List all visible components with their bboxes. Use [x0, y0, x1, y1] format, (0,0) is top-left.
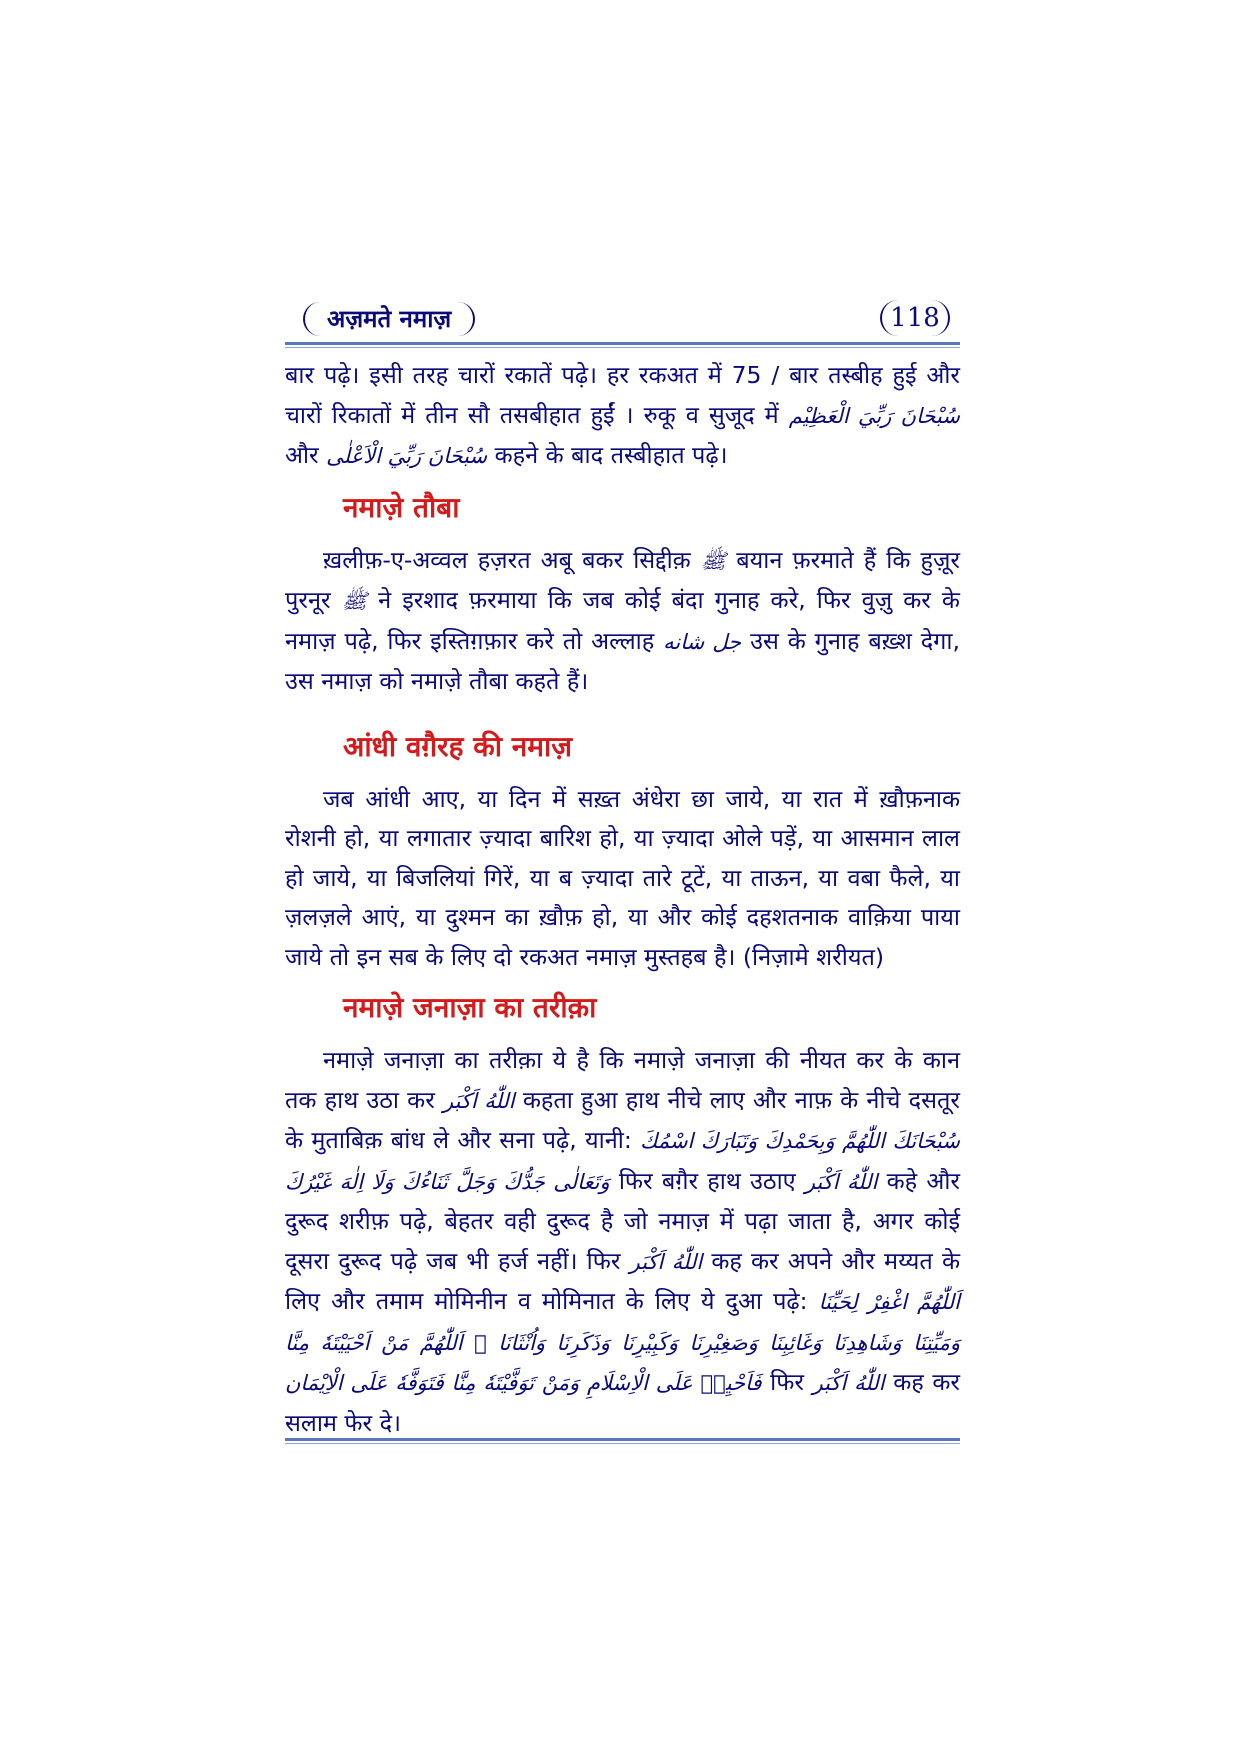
page [285, 296, 960, 1443]
paragraph-janaza: नमाज़े जनाज़ा का तरीक़ा ये है कि नमाज़े जनाज़ा की नीयत कर के कान तक हाथ उठा कर اللّٰهُ اَكْبَر कहता हुआ हाथ नीचे लाए और नाफ़ के नीचे दसतूर के मुताबिक़ बांध ले और सना पढ़े, यानी: سُبْحَانَكَ اللّٰهُمَّ وَبِحَمْدِكَ وَتَبَارَكَ اسْمُكَ وَتَعَالٰى جَدُّكَ وَجَلَّ ثَنَاءُكَ وَلَا اِلٰهَ غَيْرُكَ फिर बग़ैर हाथ उठाए اللّٰهُ اَكْبَر कहे और दुरूद शरीफ़ पढ़े, बेहतर वही दुरूद है जो नमाज़ में पढ़ा जाता है, अगर कोई दूसरा दुरूद पढ़े जब भी हर्ज नहीं। फिर اللّٰهُ اَكْبَر कह कर अपने और मय्यत के लिए और तमाम मोमिनीन व मोमिनात के लिए ये दुआ पढ़े: اَللّٰهُمَّ اغْفِرْ لِحَيِّنَا وَمَيِّتِنَا وَشَاهِدِنَا وَغَائِبِنَا وَصَغِيْرِنَا وَكَبِيْرِنَا وَذَكَرِنَا وَاُنْثَانَا ۔ اَللّٰهُمَّ مَنْ اَحْيَيْتَهٗ مِنَّا فَاَحْيِهٖ عَلَى الْاِسْلَامِ وَمَنْ تَوَفَّيْتَهٗ مِنَّا فَتَوَفَّهٗ عَلَى الْاِيْمَان फिर اللّٰهُ اَكْبَر कह कर सलाम फेर दे। [285, 1046, 961, 1437]
header-rule-thin [285, 347, 960, 348]
book-title: अज़मते नमाज़ [303, 302, 475, 336]
arabic-phrase: اللّٰهُ اَكْبَر [629, 1249, 703, 1274]
arabic-phrase: سُبْحَانَ رَبِّيَ الْاَعْلٰى [326, 444, 488, 468]
arabic-sana: سُبْحَانَكَ اللّٰهُمَّ وَبِحَمْدِكَ وَتَبَارَكَ اسْمُكَ وَتَعَالٰى جَدُّكَ وَجَلَّ ثَنَاءُكَ وَلَا اِلٰهَ غَيْرُكَ [285, 1129, 960, 1194]
arabic-phrase: اللّٰهُ اَكْبَر [804, 1169, 878, 1194]
arabic-dua: اَللّٰهُمَّ اغْفِرْ لِحَيِّنَا وَمَيِّتِنَا وَشَاهِدِنَا وَغَائِبِنَا وَصَغِيْرِنَا وَكَبِيْرِنَا وَذَكَرِنَا وَاُنْثَانَا ۔ اَللّٰهُمَّ مَنْ اَحْيَيْتَهٗ مِنَّا فَاَحْيِهٖ عَلَى الْاِسْلَامِ وَمَنْ تَوَفَّيْتَهٗ مِنَّا فَتَوَفَّهٗ عَلَى الْاِيْمَان [285, 1290, 960, 1395]
paragraph-tasbih-end: बार पढ़े। इसी तरह चारों रकातें पढ़े। हर रकअत में 75 / बार तस्बीह हुई और चारों रिकातों में तीन सौ तसबीहात हुईं । रुकू व सुजूद में سُبْحَانَ رَبِّيَ الْعَظِيْم और سُبْحَانَ رَبِّيَ الْاَعْلٰى कहने के बाद तस्बीहात पढ़े। [285, 361, 960, 469]
arabic-phrase: جل شانه [663, 629, 742, 654]
page-header [285, 296, 960, 344]
paragraph-tauba: ख़लीफ़-ए-अव्वल हज़रत अबू बकर सिद्दीक़ ﷺ बयान फ़रमाते हैं कि हुज़ूर पुरनूर ﷺ ने इरशाद फ़रमाया कि जब कोई बंदा गुनाह करे, फिर वुज़ु कर के नमाज़ पढ़े, फिर इस्तिग़फ़ार करे तो अल्लाह جل شانه उस के गुनाह बख़्श देगा, उस नमाज़ को नमाज़े तौबा कहते हैं। [285, 545, 960, 695]
page-content [285, 344, 960, 1443]
arabic-phrase: سُبْحَانَ رَبِّيَ الْعَظِيْم [788, 403, 960, 428]
arabic-phrase: اللّٰهُ اَكْبَر [812, 1371, 885, 1395]
heading-namaze-tauba: नमाज़े तौबा [343, 490, 460, 524]
heading-aandhi: आंधी वग़ैरह की नमाज़ [343, 729, 573, 763]
paragraph-aandhi: जब आंधी आए, या दिन में सख़्त अंधेरा छा जाये, या रात में ख़ौफ़नाक रोशनी हो, या लगातार ज़्यादा बारिश हो, या ज़्यादा ओले पड़ें, या आसमान लाल हो जाये, या बिजलियां गिरें, या ब ज़्यादा तारे टूटें, या ताऊन, या वबा फैले, या ज़लज़ले आएं, या दुश्मन का ख़ौफ़ हो, या और कोई दहशतनाक वाक़िया पाया जाये तो इन सब के लिए दो रकअत नमाज़ मुस्तहब है। (निज़ामे शरीयत) [285, 784, 960, 971]
honorific-glyph: ﷺ [700, 548, 727, 573]
heading-namaze-janaza: नमाज़े जनाज़ा का तरीक़ा [343, 991, 597, 1024]
arabic-phrase: اللّٰهُ اَكْبَر [443, 1088, 515, 1113]
header-rule [285, 342, 960, 345]
footer-rule-thin [285, 1443, 960, 1444]
honorific-glyph: ﷺ [341, 589, 368, 613]
footer-rule [285, 1438, 960, 1441]
page-number: 118 [880, 300, 950, 336]
